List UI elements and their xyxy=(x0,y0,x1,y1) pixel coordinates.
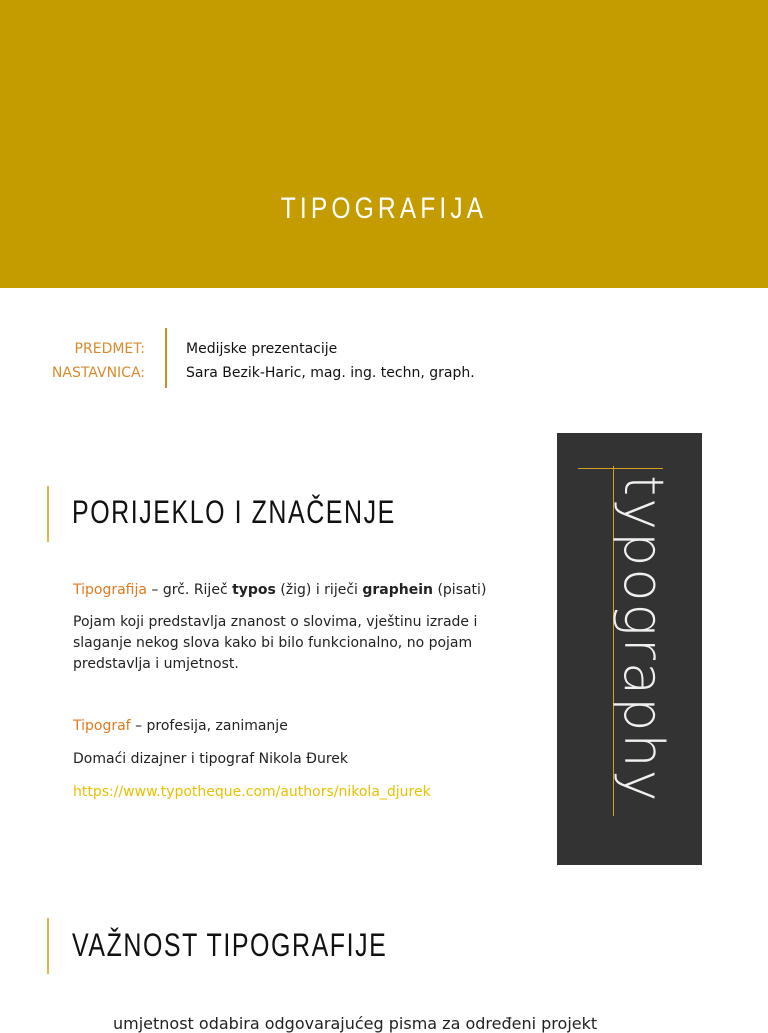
typotheque-link[interactable]: https://www.typotheque.com/authors/nikola_djurek xyxy=(73,784,431,800)
subject-value: Medijske prezentacije xyxy=(186,341,338,357)
teacher-value: Sara Bezik-Haric, mag. ing. techn, graph. xyxy=(186,365,475,381)
page-title: TIPOGRAFIJA xyxy=(280,192,488,225)
term-tipograf: Tipograf xyxy=(73,718,131,734)
word-graphein: graphein xyxy=(362,582,433,598)
section2-accent-bar xyxy=(47,918,49,974)
section2-title: VAŽNOST TIPOGRAFIJE xyxy=(72,927,388,963)
meta-values xyxy=(186,337,475,385)
section1-accent-bar xyxy=(47,486,49,542)
teacher-label: NASTAVNICA: xyxy=(51,365,145,381)
word-typos: typos xyxy=(232,582,276,598)
concept-paragraph: Pojam koji predstavlja znanost o slovima, vještinu izrade i slaganje nekog slova kako bi bilo funkcionalno, no pojam predstavlja i umjetnost. xyxy=(73,614,478,672)
meta-labels xyxy=(52,337,145,385)
meta-divider xyxy=(165,328,167,388)
section1-title: PORIJEKLO I ZNAČENJE xyxy=(72,494,396,530)
definition-text-1: – grč. Riječ xyxy=(146,582,233,598)
title-banner xyxy=(0,0,768,288)
designer-paragraph: Domaći dizajner i tipograf Nikola Đurek xyxy=(73,751,349,767)
definition-text-2: (žig) i riječi xyxy=(275,582,363,598)
tipograf-text: – profesija, zanimanje xyxy=(130,718,288,734)
typography-word: typography xyxy=(612,475,675,804)
tipograf-paragraph xyxy=(73,716,288,737)
definition-text-3: (pisati) xyxy=(433,582,487,598)
subject-label: PREDMET: xyxy=(74,341,145,357)
baseline-guide xyxy=(578,468,663,469)
definition-paragraph xyxy=(73,580,486,601)
section2-text: umjetnost odabira odgovarajućeg pisma za određeni projekt xyxy=(113,1014,598,1033)
term-tipografija: Tipografija xyxy=(73,582,147,598)
